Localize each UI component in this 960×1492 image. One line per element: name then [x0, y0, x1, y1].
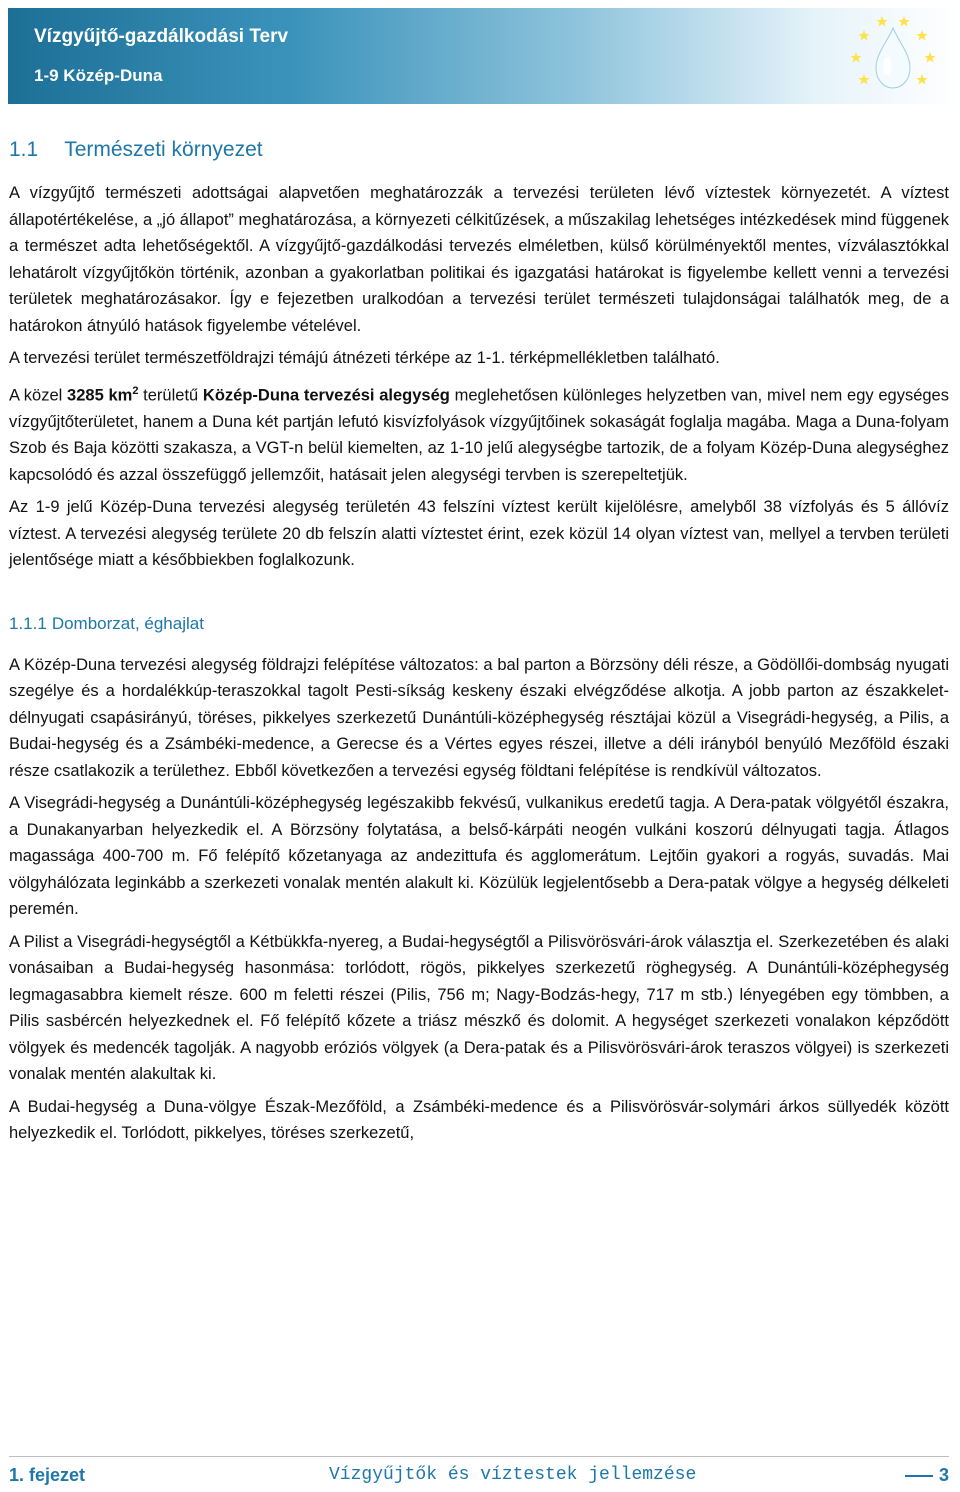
paragraph-area: A közel 3285 $km^2$ területű Közép-Duna tervezési alegység meglehetősen különleges helyzetben van, mivel nem egy egységes vízgyűjtőterületet, hanem a Duna két partján lefutó kisvízfolyások vízgyűjtőinek sokaságát foglalja magába. Maga a Duna-folyam Szob és Baja közötti szakasza, a VGT-n belül kiemelten, az 1-10 jelű alegységbe tartozik, de a folyam Közép-Duna alegységhez kapcsolódó és azzal összefüggő jellemzőit, hatásait jelen alegységi tervben is szerepeltetjük.	[9, 384, 949, 484]
footer-chapter: 1. fejezet	[9, 1465, 86, 1485]
paragraph-budai: A Budai-hegység a Duna-völgye Észak-Mezőföld, a Zsámbéki-medence és a Pilisvörösvár-solymári árkos süllyedék között helyezkedik el. Torlódott, pikkelyes, töréses szerkezetű,	[9, 1097, 949, 1142]
water-drop-stars-logo-icon	[842, 8, 940, 102]
paragraph-intro: A vízgyűjtő természeti adottságai alapvetően meghatározzák a tervezési területen lévő víztestek környezetét. A víztest állapotértékelése, a „jó állapot” meghatározása, a környezeti célkitűzések, a műszakilag lehetséges intézkedések mind függenek a természet adta lehetőségektől. A vízgyűjtő-gazdálkodási tervezés elméletben, külső körülményektől mentes, vízválasztókkal lehatárolt vízgyűjtőkön történik, azonban a gyakorlatban politikai és igazgatási határokat is figyelembe kellett venni a tervezési területek meghatározásakor. Így e fejezetben uralkodóan a tervezési terület természeti tulajdonságai találhatók meg, de a határokon átnyúló hatások figyelembe vételével.	[9, 184, 949, 335]
subsection-title: Domborzat, éghajlat	[51, 613, 204, 633]
page-content	[9, 138, 949, 1153]
section-number: 1.1	[9, 138, 39, 161]
page-number: 3	[938, 1465, 949, 1485]
paragraph-water-bodies: Az 1-9 jelű Közép-Duna tervezési alegység területén 43 felszíni víztest került kijelölésre, amelyből 38 vízfolyás és 5 állóvíz víztest. A tervezési alegység területe 20 db felszín alatti víztestet érint, ezek közül 14 olyan víztest van, mellyel a tervben területi jelentősége miatt a későbbiekben foglalkozunk.	[9, 498, 949, 569]
footer-chapter-title: Vízgyűjtők és víztestek jellemzése	[329, 1465, 697, 1485]
page-header	[8, 8, 960, 104]
footer-rule	[905, 1475, 933, 1477]
paragraph-geography: A Közép-Duna tervezési alegység földrajzi felépítése változatos: a bal parton a Börzsöny déli része, a Gödöllői-dombság nyugati szegélye és a hordalékkúp-teraszokkal tagolt Pesti-síkság keskeny északi elvégződése alkotja. A jobb parton az északkelet-délnyugati csapásirányú, töréses, pikkelyes szerkezetű Dunántúli-középhegység résztájai közül a Visegrádi-hegység, a Pilis, a Budai-hegység és a Zsámbéki-medence, a Gerecse és a Vértes egyes részei, illetve a déli irányból benyúló Mezőföld északi része csatlakozik a területhez. Ebből következően a tervezési egység földtani felépítése is rendkívül változatos.	[9, 655, 949, 780]
header-title: Vízgyűjtő-gazdálkodási Terv	[34, 26, 289, 47]
subsection-heading	[9, 614, 949, 634]
area-value: 3285 km	[67, 386, 133, 404]
section-heading	[9, 138, 949, 162]
unit-name: Közép-Duna tervezési alegység	[202, 386, 450, 404]
subsection-number: 1.1.1	[9, 613, 47, 633]
paragraph-visegrad: A Visegrádi-hegység a Dunántúli-középhegység legészakibb fekvésű, vulkanikus eredetű tagja. A Dera-patak völgyétől északra, a Dunakanyarban helyezkedik el. A Börzsöny folytatása, a belső-kárpáti neogén vulkáni koszorú délnyugati tagja. Átlagos magassága 400-700 m. Fő felépítő kőzetanyaga az andezittufa és agglomerátum. Lejtőin gyakori a rogyás, suvadás. Mai völgyhálózata leginkább a szerkezeti vonalak mentén alakult ki. Közülük legjelentősebb a Dera-patak völgye a hegység délkeleti peremén.	[9, 794, 949, 918]
header-subtitle: 1-9 Közép-Duna	[34, 66, 163, 85]
paragraph-pilis: A Pilist a Visegrádi-hegységtől a Kétbükkfa-nyereg, a Budai-hegységtől a Pilisvörösvári-árok választja el. Szerkezetében és alaki vonásaiban a Budai-hegység hasonmása: torlódott, rögös, pikkelyes szerkezetű röghegység. A Dunántúli-középhegység legmagasabbra kiemelt része. 600 m feletti részei (Pilis, 756 m; Nagy-Bodzás-hegy, 717 m stb.) lényegében egy tömbben, a Pilis sasbércén helyezkednek el. Fő felépítő kőzete a triász mészkő és dolomit. A hegységet szerkezeti vonalakon képződött völgyek és medencék tagolják. A nagyobb eróziós völgyek (a Dera-patak és a Pilisvörösvári-árok teraszos völgyei) is szerkezeti vonalak mentén alakultak ki.	[9, 932, 949, 1083]
section-title: Természeti környezet	[64, 138, 263, 161]
page-footer	[9, 1456, 949, 1487]
footer-page	[905, 1465, 949, 1487]
paragraph-map-reference: A tervezési terület természetföldrajzi témájú átnézeti térképe az 1-1. térképmellékletben található.	[9, 349, 720, 367]
